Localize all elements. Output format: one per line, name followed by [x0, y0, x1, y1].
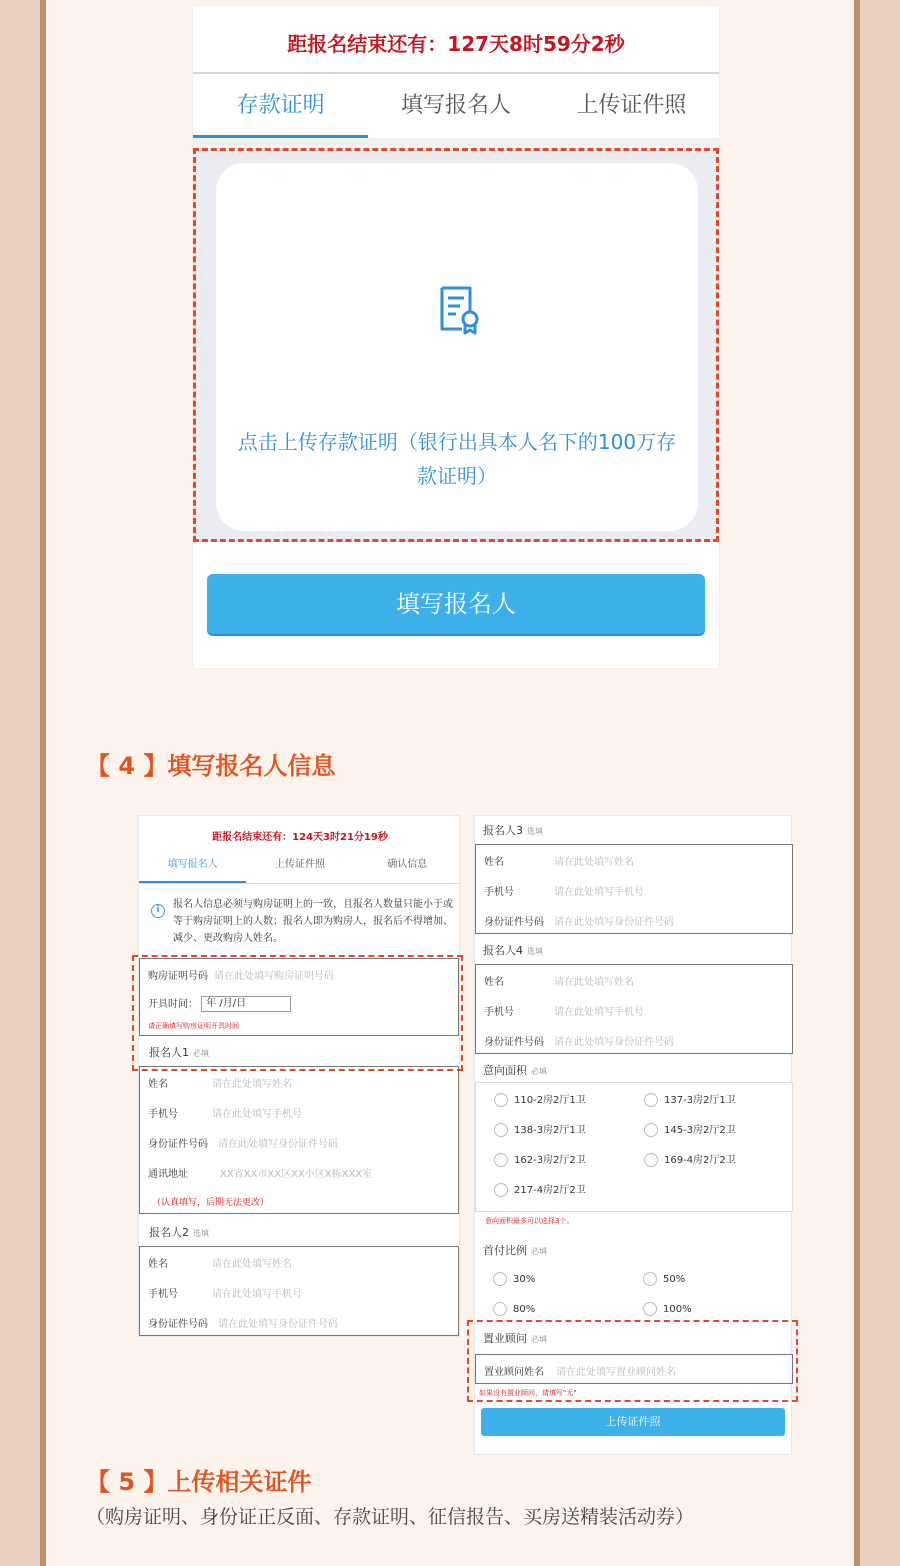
tab-bar — [139, 850, 461, 884]
applicant3-name-row: 姓名 请在此处填写姓名 — [484, 857, 634, 868]
area-option[interactable]: 169-4房2厅2卫 — [644, 1151, 736, 1167]
down-payment-title: 首付比例 必填 — [483, 1244, 547, 1257]
area-option[interactable]: 138-3房2厅1卫 — [494, 1121, 586, 1137]
down-payment-option[interactable]: 100% — [643, 1302, 692, 1316]
consultant-name-input[interactable]: 请在此处填写置业顾问姓名 — [556, 1367, 676, 1378]
tab-confirm-info[interactable]: 确认信息 — [387, 859, 428, 870]
applicant1-form — [139, 1066, 459, 1214]
tab-upload-id-photo[interactable]: 上传证件照 — [576, 93, 687, 118]
spacer — [193, 138, 719, 148]
applicant1-phone-input[interactable]: 请在此处填写手机号 — [212, 1109, 302, 1120]
certificate-icon — [438, 285, 482, 335]
consultant-title: 置业顾问 必填 — [483, 1332, 547, 1345]
applicant2-name-input[interactable]: 请在此处填写姓名 — [212, 1259, 292, 1270]
section-5-title: 【 5 】上传相关证件 — [86, 1468, 312, 1496]
applicant1-name-input[interactable]: 请在此处填写姓名 — [212, 1079, 292, 1090]
highlight-consultant-box — [467, 1320, 798, 1402]
consultant-name-row: 置业顾问姓名 请在此处填写置业顾问姓名 — [484, 1367, 676, 1378]
applicant3-name-input[interactable]: 请在此处填写姓名 — [554, 857, 634, 868]
area-title: 意向面积 必填 — [483, 1064, 547, 1077]
applicant3-id-input[interactable]: 请在此处填写身份证件号码 — [554, 917, 674, 928]
applicant2-form — [139, 1246, 459, 1336]
applicant1-note: （认真填写，后期无法更改） — [152, 1198, 270, 1208]
cert-no-input[interactable]: 请在此处填写购房证明号码 — [214, 971, 334, 982]
applicant3-title: 报名人3 选填 — [483, 824, 543, 837]
applicant-form-screen-left — [138, 815, 460, 1337]
applicant2-id-row: 身份证件号码 请在此处填写身份证件号码 — [148, 1319, 338, 1330]
consultant-hint: 如果没有置业顾问，请填写"无" — [479, 1389, 577, 1397]
upload-id-photo-button[interactable]: 上传证件照 — [481, 1408, 785, 1436]
applicant3-phone-input[interactable]: 请在此处填写手机号 — [554, 887, 644, 898]
area-option[interactable]: 145-3房2厅2卫 — [644, 1121, 736, 1137]
tab-upload-id-photo[interactable]: 上传证件照 — [274, 859, 325, 870]
countdown-text: 距报名结束还有：127天8时59分2秒 — [287, 32, 625, 56]
area-option[interactable]: 110-2房2厅1卫 — [494, 1091, 586, 1107]
issue-date-input[interactable]: 年 /月/日 — [201, 996, 291, 1012]
section-5-subtitle: （购房证明、身份证正反面、存款证明、征信报告、买房送精装活动券） — [86, 1506, 695, 1528]
applicant1-id-input[interactable]: 请在此处填写身份证件号码 — [218, 1139, 338, 1150]
applicant1-title: 报名人1 必填 — [149, 1046, 209, 1059]
section-4-title: 【 4 】填写报名人信息 — [86, 752, 336, 780]
applicant4-name-input[interactable]: 请在此处填写姓名 — [554, 977, 634, 988]
tab-fill-applicant[interactable]: 填写报名人 — [139, 850, 246, 883]
divider — [193, 72, 719, 74]
applicant2-title: 报名人2 选填 — [149, 1226, 209, 1239]
area-option[interactable]: 137-3房2厅1卫 — [644, 1091, 736, 1107]
applicant3-phone-row: 手机号 请在此处填写手机号 — [484, 887, 644, 898]
applicant1-addr-row: 通讯地址 XX省XX市XX区XX小区X栋XXX室 — [148, 1169, 373, 1180]
countdown-text: 距报名结束还有：124天3时21分19秒 — [212, 832, 388, 843]
applicant4-id-row: 身份证件号码 请在此处填写身份证件号码 — [484, 1037, 674, 1048]
applicant4-id-input[interactable]: 请在此处填写身份证件号码 — [554, 1037, 674, 1048]
down-payment-option[interactable]: 30% — [493, 1272, 535, 1286]
applicant1-name-row: 姓名 请在此处填写姓名 — [148, 1079, 292, 1090]
area-hint: 意向面积最多可以选择3个。 — [485, 1217, 574, 1225]
highlight-cert-box — [132, 955, 463, 1071]
info-icon: i — [151, 904, 165, 918]
fill-applicant-button[interactable]: 填写报名人 — [207, 574, 705, 634]
applicant3-form — [475, 844, 793, 934]
applicant2-id-input[interactable]: 请在此处填写身份证件号码 — [218, 1319, 338, 1330]
area-option[interactable]: 217-4房2厅2卫 — [494, 1181, 586, 1197]
issue-date-label: 开具时间： — [148, 999, 198, 1010]
deposit-proof-screen — [193, 6, 719, 668]
down-payment-option[interactable]: 80% — [493, 1302, 535, 1316]
info-notice: 报名人信息必须与购房证明上的一致，且报名人数量只能小于或等于购房证明上的人数；报名人即为购房人，报名后不得增加、减少、更改购房人姓名。 — [173, 899, 453, 944]
applicant1-phone-row: 手机号 请在此处填写手机号 — [148, 1109, 302, 1120]
applicant4-title: 报名人4 选填 — [483, 944, 543, 957]
applicant1-id-row: 身份证件号码 请在此处填写身份证件号码 — [148, 1139, 338, 1150]
applicant4-name-row: 姓名 请在此处填写姓名 — [484, 977, 634, 988]
issue-date-hint: 请正确填写购房证明开具时间 — [148, 1022, 239, 1030]
tab-bar — [193, 76, 719, 138]
applicant4-phone-input[interactable]: 请在此处填写手机号 — [554, 1007, 644, 1018]
applicant1-addr-input[interactable]: XX省XX市XX区XX小区X栋XXX室 — [220, 1169, 373, 1180]
upload-highlight-box — [193, 148, 719, 542]
applicant4-phone-row: 手机号 请在此处填写手机号 — [484, 1007, 644, 1018]
area-option[interactable]: 162-3房2厅2卫 — [494, 1151, 586, 1167]
upload-deposit-card[interactable] — [216, 163, 698, 531]
tab-fill-applicant[interactable]: 填写报名人 — [400, 93, 511, 118]
upload-instruction: 点击上传存款证明（银行出具本人名下的100万存款证明） — [237, 430, 677, 488]
applicant2-phone-row: 手机号 请在此处填写手机号 — [148, 1289, 302, 1300]
tab-deposit-proof[interactable]: 存款证明 — [193, 76, 368, 138]
applicant2-name-row: 姓名 请在此处填写姓名 — [148, 1259, 292, 1270]
applicant4-form — [475, 964, 793, 1054]
down-payment-option[interactable]: 50% — [643, 1272, 685, 1286]
cert-no-label: 购房证明号码 — [148, 971, 208, 982]
area-options — [475, 1082, 793, 1212]
applicant3-id-row: 身份证件号码 请在此处填写身份证件号码 — [484, 917, 674, 928]
applicant2-phone-input[interactable]: 请在此处填写手机号 — [212, 1289, 302, 1300]
